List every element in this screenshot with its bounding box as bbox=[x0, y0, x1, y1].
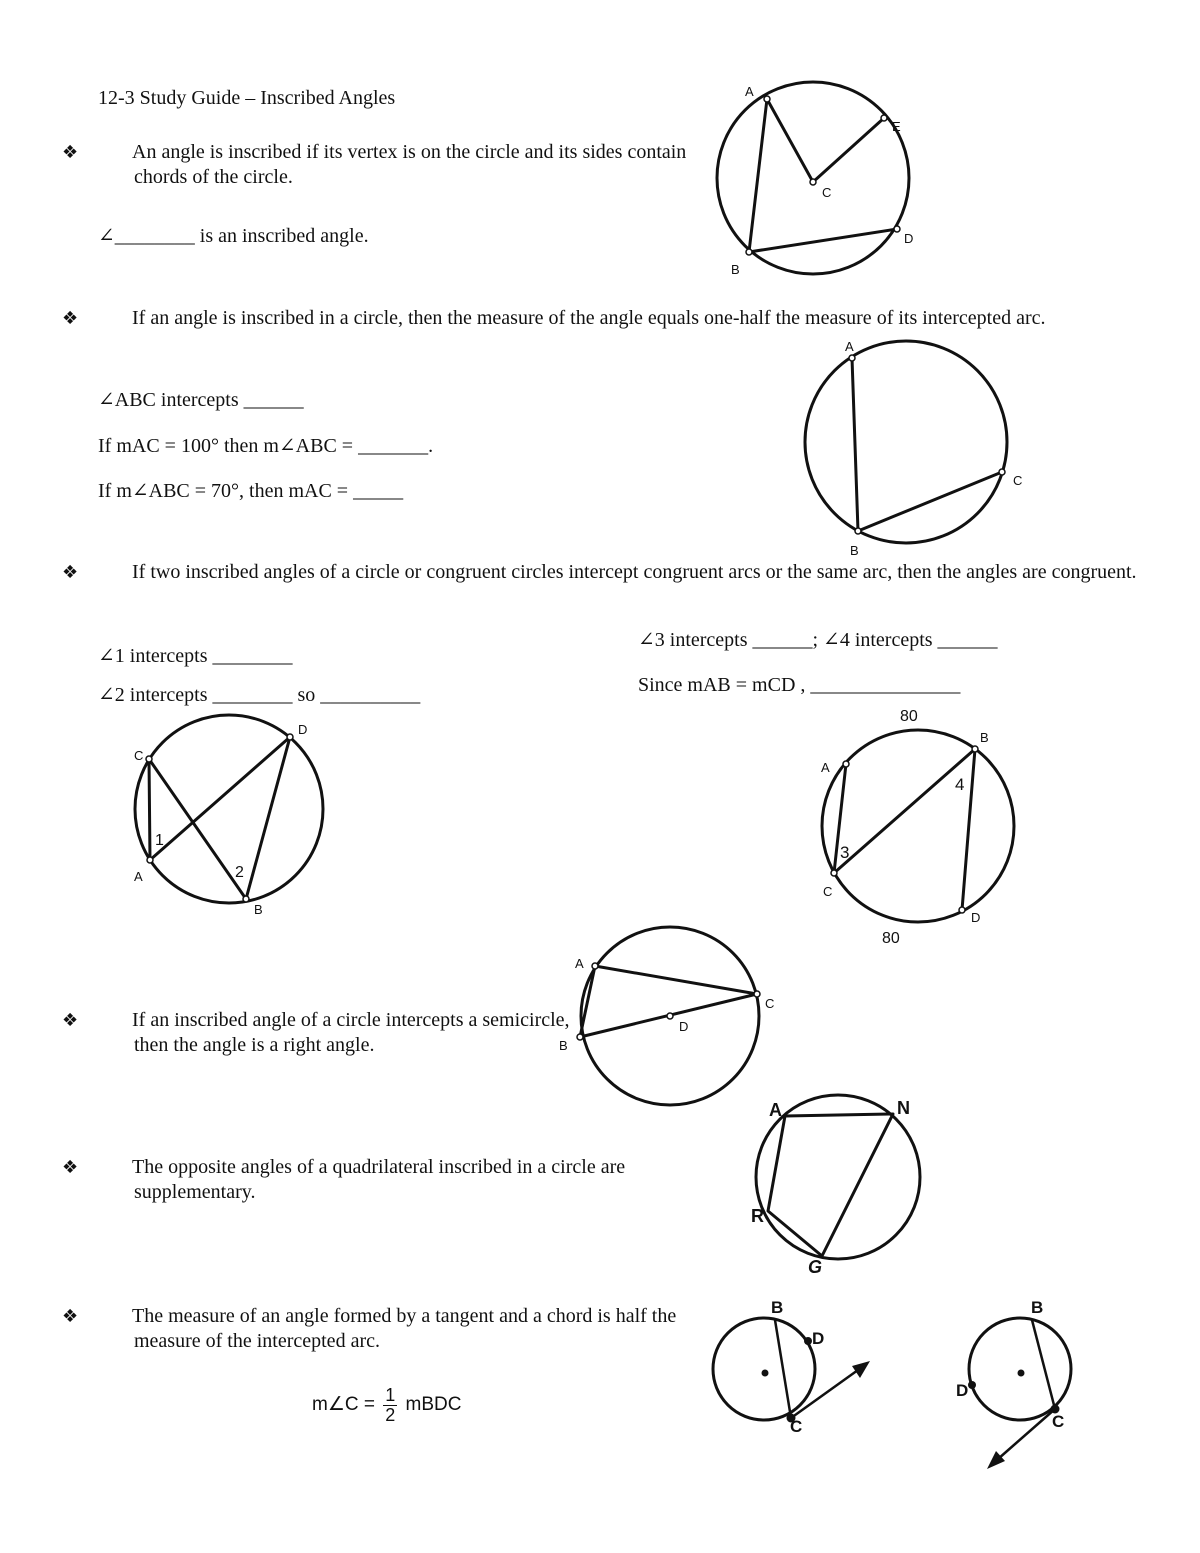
fig4-label-b: B bbox=[980, 730, 989, 745]
theorem3-text: If an inscribed angle of a circle intercepts a semicircle, then the angle is a right angle. bbox=[132, 1009, 570, 1056]
fig3-label-a: A bbox=[134, 869, 143, 884]
fig2-label-a: A bbox=[845, 339, 854, 354]
fig6-label-n: N bbox=[897, 1098, 910, 1118]
theorem1-line3: If m∠ABC = 70°, then mAC = _____ bbox=[98, 480, 404, 502]
fig6-label-a: A bbox=[769, 1100, 782, 1120]
fig1-label-b: B bbox=[731, 262, 740, 277]
fig7-label-c: C bbox=[790, 1417, 803, 1436]
theorem1-text: If an angle is inscribed in a circle, then the measure of the angle equals one-half the measure of its intercepted arc. bbox=[132, 307, 1046, 329]
theorem2-text: If two inscribed angles of a circle or congruent circles intercept congruent arcs or the same arc, then the angles are congruent. bbox=[132, 561, 1137, 583]
fig8-center bbox=[1018, 1370, 1025, 1377]
fig4-label-a: A bbox=[821, 760, 830, 775]
fig7-label-d: D bbox=[812, 1329, 825, 1348]
fig6-label-r: R bbox=[751, 1206, 764, 1226]
fig5-label-a: A bbox=[575, 956, 584, 971]
theorem1-line2: If mAC = 100° then m∠ABC = _______. bbox=[98, 435, 434, 457]
fig3-label-b: B bbox=[254, 902, 263, 917]
bullet-icon: ❖ bbox=[62, 308, 79, 329]
fig1-label-d: D bbox=[904, 231, 914, 246]
fig4-angle-3: 3 bbox=[840, 843, 850, 862]
theorem5-text: The measure of an angle formed by a tangent and a chord is half the measure of the intercepted arc. bbox=[132, 1305, 677, 1352]
fig3-label-c: C bbox=[134, 748, 144, 763]
fig8-label-b: B bbox=[1031, 1298, 1044, 1317]
bullet-icon: ❖ bbox=[62, 562, 79, 583]
theorem4-text: The opposite angles of a quadrilateral inscribed in a circle are supplementary. bbox=[132, 1156, 626, 1203]
fig4-arc-top: 80 bbox=[900, 708, 918, 725]
theorem2-line-a: ∠1 intercepts ________ bbox=[98, 645, 293, 667]
bullet-icon: ❖ bbox=[62, 1157, 79, 1178]
definition-fill-line: ∠________ is an inscribed angle. bbox=[98, 225, 369, 247]
fig4-label-d: D bbox=[971, 910, 981, 925]
fig1-label-e: E bbox=[892, 119, 901, 134]
fig1-label-a: A bbox=[745, 84, 754, 99]
formula-rhs: mBDC bbox=[405, 1394, 462, 1416]
theorem2-line-b: ∠2 intercepts ________ so __________ bbox=[98, 684, 421, 706]
fig7-label-b: B bbox=[771, 1298, 784, 1317]
fig2-label-c: C bbox=[1013, 473, 1023, 488]
theorem2-line-d: Since mAB = mCD , _______________ bbox=[638, 674, 961, 696]
fig8-point-d bbox=[968, 1381, 976, 1389]
formula-lhs: m∠C = bbox=[312, 1394, 375, 1416]
page-title: 12-3 Study Guide – Inscribed Angles bbox=[98, 87, 396, 109]
fig2-label-b: B bbox=[850, 543, 859, 558]
fig8-label-d: D bbox=[956, 1381, 969, 1400]
fig3-label-d: D bbox=[298, 722, 308, 737]
fig3-angle-1: 1 bbox=[155, 832, 164, 849]
fig5-label-c: C bbox=[765, 996, 775, 1011]
bullet-icon: ❖ bbox=[62, 1010, 79, 1031]
theorem2-line-c: ∠3 intercepts ______; ∠4 intercepts ______ bbox=[638, 629, 998, 651]
formula-numerator: 1 bbox=[385, 1385, 396, 1405]
fig4-label-c: C bbox=[823, 884, 833, 899]
fig8-label-c: C bbox=[1052, 1412, 1065, 1431]
fig8-chord bbox=[1032, 1320, 1055, 1409]
formula-denominator: 2 bbox=[385, 1405, 396, 1425]
fig5-label-d: D bbox=[679, 1019, 689, 1034]
fig8-tangent bbox=[998, 1409, 1055, 1459]
fig6-label-g: G bbox=[808, 1257, 823, 1277]
bullet-icon: ❖ bbox=[62, 1306, 79, 1327]
fig3-angle-2: 2 bbox=[235, 864, 244, 881]
fig1-label-c: C bbox=[822, 185, 832, 200]
definition-text: An angle is inscribed if its vertex is on the circle and its sides contain chords of the circle. bbox=[132, 141, 687, 188]
theorem1-line1: ∠ABC intercepts ______ bbox=[98, 389, 304, 411]
fig4-arc-bottom: 80 bbox=[882, 930, 900, 947]
bullet-icon: ❖ bbox=[62, 142, 79, 163]
fig5-label-b: B bbox=[559, 1038, 568, 1053]
fig4-angle-4: 4 bbox=[955, 775, 965, 794]
